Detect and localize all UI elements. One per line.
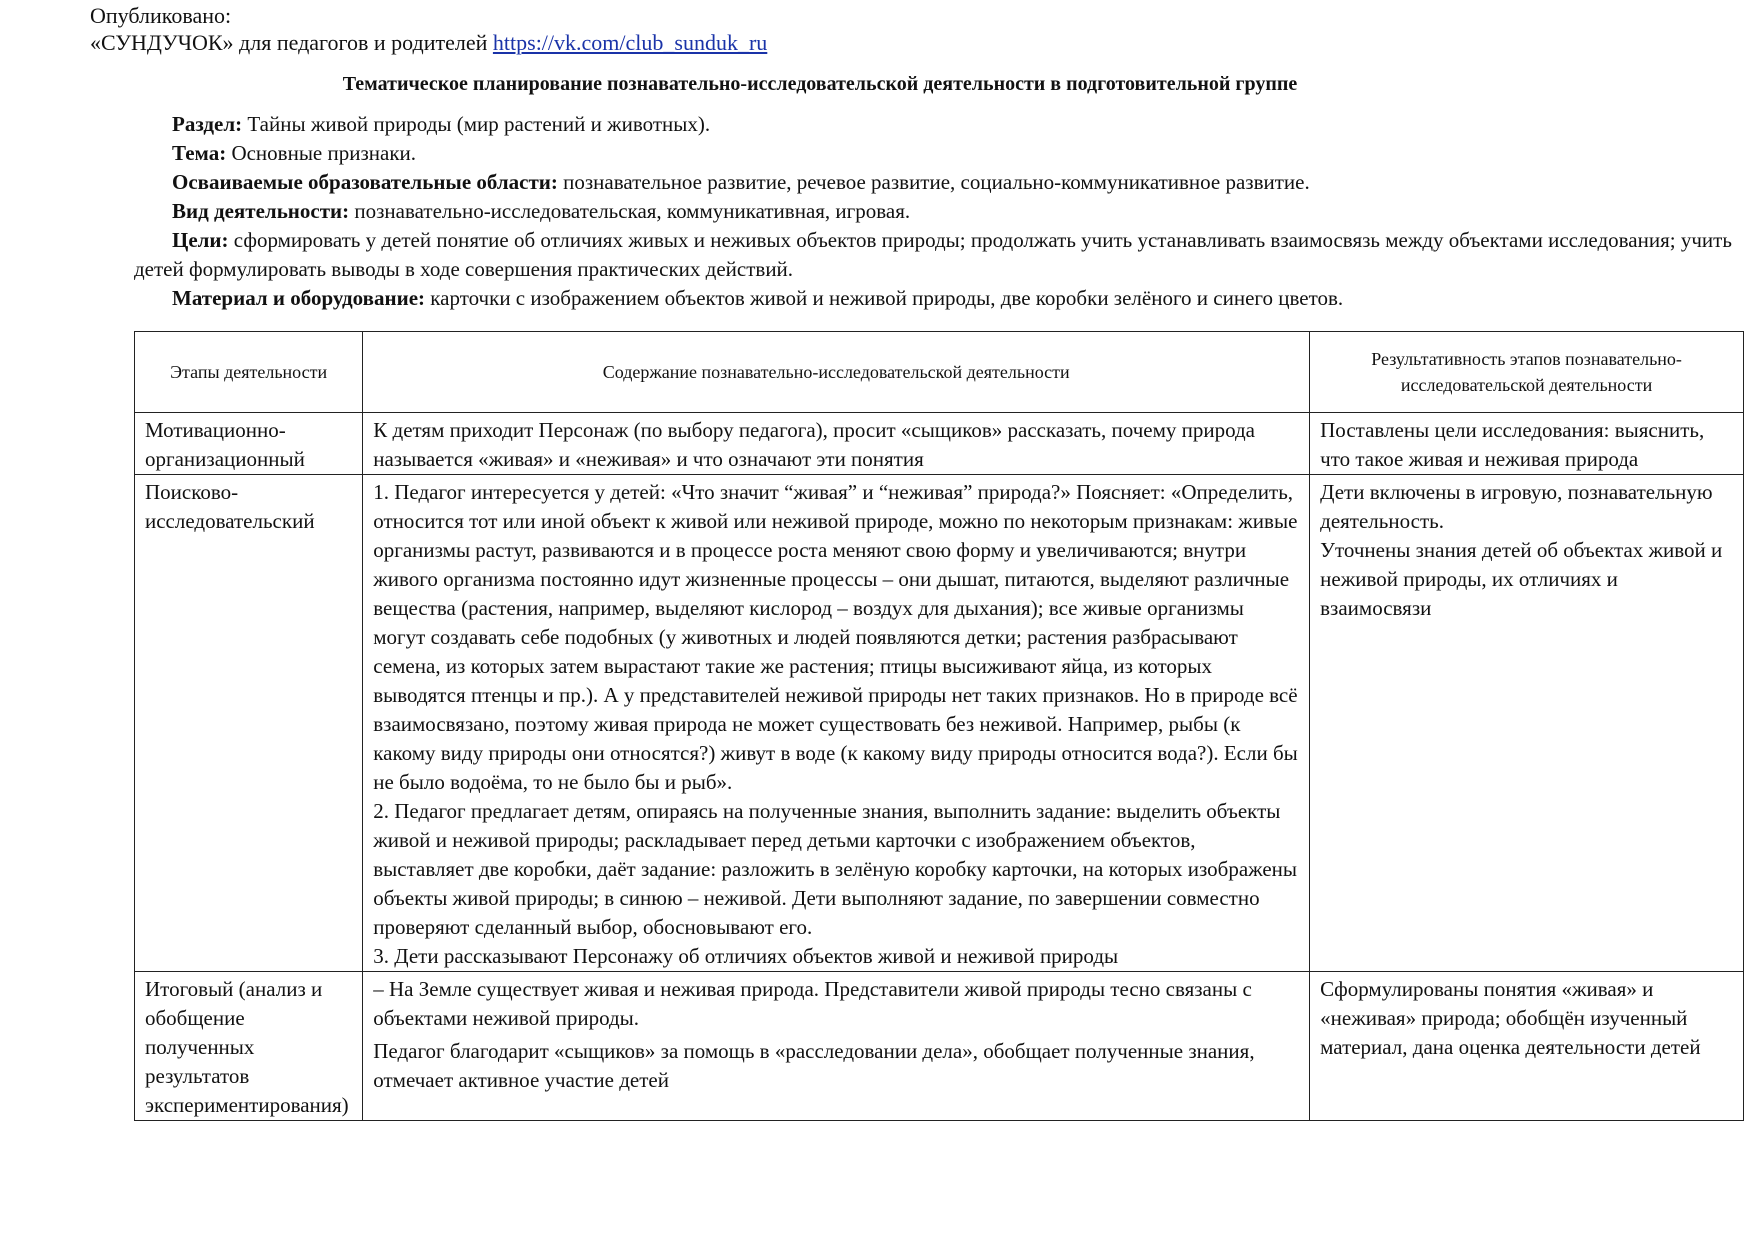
- header-stages: Этапы деятельности: [135, 332, 363, 413]
- meta-value: Тайны живой природы (мир растений и животных).: [247, 112, 711, 136]
- meta-label: Цели:: [172, 228, 229, 252]
- stage-cell: Мотивационно-организационный: [135, 413, 363, 475]
- stage-cell: Итоговый (анализ и обобщение полученных результатов экспериментирования): [135, 972, 363, 1121]
- meta-goals: [134, 226, 1744, 284]
- content-paragraph: 2. Педагог предлагает детям, опираясь на полученные знания, выполнить задание: выделить объекты живой и неживой природы; раскладывает перед детьми карточки с изображением объектов, выставляет две коробки, даёт задание: разложить в зелёную коробку карточки, на которых изображены объекты живой природы; в синюю – неживой. Дети выполняют задание, по завершении совместно проверяют сделанный выбор, обосновывают его.: [373, 799, 1298, 939]
- source-text: «СУНДУЧОК» для педагогов и родителей: [90, 30, 488, 55]
- result-paragraph: Поставлены цели исследования: выяснить, что такое живая и неживая природа: [1320, 418, 1705, 471]
- meta-label: Тема:: [172, 141, 227, 165]
- meta-label: Материал и оборудование:: [172, 286, 426, 310]
- table-header-row: [135, 332, 1744, 413]
- content-cell: [363, 972, 1310, 1121]
- meta-areas: [134, 168, 1744, 197]
- meta-value: сформировать у детей понятие об отличиях живых и неживых объектов природы; продолжать учить устанавливать взаимосвязь между объектами исследования; учить детей формулировать выводы в ходе совершения практических действий.: [134, 228, 1732, 281]
- meta-section: [134, 110, 1744, 139]
- publication-source: [90, 29, 767, 56]
- meta-label: Осваиваемые образовательные области:: [172, 170, 558, 194]
- lesson-meta: [134, 110, 1744, 313]
- result-paragraph: Сформулированы понятия «живая» и «неживая» природа; обобщён изученный материал, дана оценка деятельности детей: [1320, 977, 1701, 1059]
- source-link[interactable]: https://vk.com/club_sunduk_ru: [492, 30, 768, 55]
- result-cell: [1310, 413, 1744, 475]
- content-paragraph: Педагог благодарит «сыщиков» за помощь в «расследовании дела», обобщает полученные знания, отмечает активное участие детей: [373, 1039, 1255, 1092]
- result-paragraph: Уточнены знания детей об объектах живой и неживой природы, их отличиях и взаимосвязи: [1320, 538, 1723, 620]
- result-cell: [1310, 475, 1744, 972]
- planning-table: [134, 331, 1744, 1121]
- publication-note: [90, 2, 767, 56]
- meta-value: познавательно-исследовательская, коммуникативная, игровая.: [354, 199, 911, 223]
- meta-label: Вид деятельности:: [172, 199, 350, 223]
- meta-value: карточки с изображением объектов живой и неживой природы, две коробки зелёного и синего цветов.: [430, 286, 1344, 310]
- meta-label: Раздел:: [172, 112, 243, 136]
- result-paragraph: Дети включены в игровую, познавательную деятельность.: [1320, 480, 1713, 533]
- content-paragraph: К детям приходит Персонаж (по выбору педагога), просит «сыщиков» рассказать, почему природа называется «живая» и «неживая» и что означают эти понятия: [373, 418, 1256, 471]
- content-paragraph: 1. Педагог интересуется у детей: «Что значит “живая” и “неживая” природа?» Поясняет: «Определить, относится тот или иной объект к живой или неживой природе, можно по некоторым признакам: живые организмы растут, развиваются и в процессе роста меняют свою форму и увеличиваются; внутри живого организма постоянно идут жизненные процессы – они дышат, питаются, выделяют различные вещества (растения, например, выделяют кислород – воздух для дыхания); все живые организмы могут создавать себе подобных (у животных и людей появляются детки; растения разбрасывают семена, из которых затем вырастают такие же растения; птицы высиживают яйца, из которых выводятся птенцы и пр.). А у представителей неживой природы нет таких признаков. Но в природе всё взаимосвязано, поэтому живая природа не может существовать без неживой. Например, рыбы (к какому виду природы они относятся?) живут в воде (к какому виду природы относится вода?). Если бы не было водоёма, то не было бы и рыб».: [373, 480, 1298, 794]
- content-paragraph: 3. Дети рассказывают Персонажу об отличиях объектов живой и неживой природы: [373, 944, 1119, 968]
- content-paragraph: – На Земле существует живая и неживая природа. Представители живой природы тесно связаны с объектами неживой природы.: [373, 977, 1252, 1030]
- table-row: [135, 972, 1744, 1121]
- table-row: [135, 413, 1744, 475]
- content-cell: [363, 475, 1310, 972]
- result-cell: [1310, 972, 1744, 1121]
- document-title: Тематическое планирование познавательно-исследовательской деятельности в подготовительной группе: [342, 73, 1298, 95]
- content-cell: [363, 413, 1310, 475]
- meta-activity-type: [134, 197, 1744, 226]
- meta-value: Основные признаки.: [231, 141, 417, 165]
- header-results: Результативность этапов познавательно-исследовательской деятельности: [1310, 332, 1744, 413]
- header-content: Содержание познавательно-исследовательской деятельности: [363, 332, 1310, 413]
- table-row: [135, 475, 1744, 972]
- stage-cell: Поисково-исследовательский: [135, 475, 363, 972]
- meta-value: познавательное развитие, речевое развитие, социально-коммуникативное развитие.: [563, 170, 1310, 194]
- meta-topic: [134, 139, 1744, 168]
- published-label: Опубликовано:: [90, 3, 232, 28]
- meta-materials: [134, 284, 1744, 313]
